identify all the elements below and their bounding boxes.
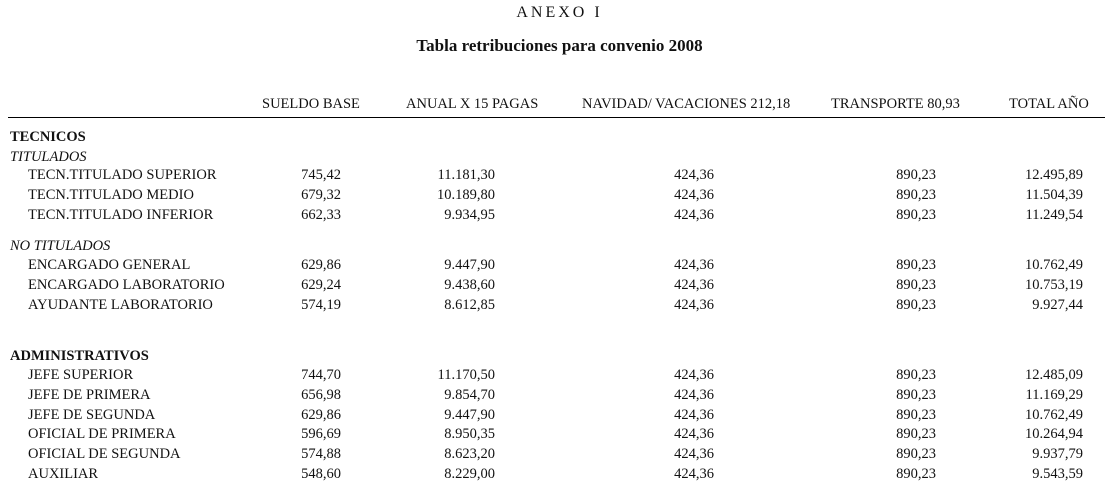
row-label: TECN.TITULADO INFERIOR	[28, 207, 214, 223]
cell-sueldo-base: 629,86	[301, 257, 341, 273]
cell-sueldo-base: 629,86	[301, 406, 341, 423]
cell-navidad: 424,36	[674, 386, 714, 403]
table-title: Tabla retribuciones para convenio 2008	[416, 36, 703, 55]
cell-navidad: 424,36	[674, 446, 714, 463]
cell-sueldo-base: 745,42	[301, 167, 341, 183]
cell-total: 10.762,49	[1025, 257, 1083, 273]
table-row	[0, 407, 1119, 427]
table-row	[0, 387, 1119, 407]
row-label: ENCARGADO LABORATORIO	[28, 277, 225, 293]
cell-navidad: 424,36	[674, 187, 714, 203]
table-row	[0, 187, 1119, 207]
cell-sueldo-base: 662,33	[301, 207, 341, 223]
row-label: JEFE SUPERIOR	[28, 367, 134, 383]
table-row	[0, 446, 1119, 466]
table-row	[0, 297, 1119, 317]
cell-total: 11.249,54	[1025, 207, 1083, 223]
row-label: JEFE DE PRIMERA	[28, 386, 151, 403]
cell-anual: 11.181,30	[437, 167, 495, 183]
table-row	[0, 367, 1119, 387]
cell-total: 12.485,09	[1025, 367, 1083, 383]
header-navidad-vacaciones: NAVIDAD/ VACACIONES 212,18	[582, 96, 791, 112]
cell-sueldo-base: 656,98	[301, 386, 341, 403]
row-label: OFICIAL DE PRIMERA	[28, 426, 176, 443]
header-anual: ANUAL X 15 PAGAS	[406, 96, 539, 112]
cell-total: 12.495,89	[1025, 167, 1083, 183]
cell-transporte: 890,23	[896, 386, 936, 403]
section-tecnicos: TECNICOS	[10, 129, 86, 145]
cell-anual: 8.950,35	[444, 426, 495, 443]
table-row	[0, 207, 1119, 227]
cell-anual: 8.623,20	[444, 446, 495, 463]
cell-navidad: 424,36	[674, 426, 714, 443]
cell-transporte: 890,23	[896, 297, 936, 313]
cell-transporte: 890,23	[896, 406, 936, 423]
cell-anual: 9.854,70	[444, 386, 495, 403]
table-row	[0, 277, 1119, 297]
cell-transporte: 890,23	[896, 257, 936, 273]
cell-sueldo-base: 574,19	[301, 297, 341, 313]
row-label: TECN.TITULADO SUPERIOR	[28, 167, 217, 183]
section-administrativos: ADMINISTRATIVOS	[10, 348, 149, 364]
cell-sueldo-base: 574,88	[301, 446, 341, 463]
cell-navidad: 424,36	[674, 367, 714, 383]
subsection-titulados: TITULADOS	[10, 149, 87, 165]
header-transporte: TRANSPORTE 80,93	[831, 96, 960, 112]
cell-sueldo-base: 596,69	[301, 426, 341, 443]
annex-heading: ANEXO I	[516, 4, 603, 21]
row-label: TECN.TITULADO MEDIO	[28, 187, 194, 203]
row-label: ENCARGADO GENERAL	[28, 257, 191, 273]
table-row	[0, 426, 1119, 446]
cell-total: 9.937,79	[1032, 446, 1083, 463]
cell-total: 10.264,94	[1025, 426, 1083, 443]
cell-anual: 9.447,90	[444, 257, 495, 273]
cell-sueldo-base: 679,32	[301, 187, 341, 203]
cell-anual: 10.189,80	[437, 187, 495, 203]
cell-transporte: 890,23	[896, 446, 936, 463]
cell-anual: 9.447,90	[444, 406, 495, 423]
cell-transporte: 890,23	[896, 187, 936, 203]
cell-anual: 9.934,95	[444, 207, 495, 223]
cell-anual: 11.170,50	[437, 367, 495, 383]
table-row	[0, 167, 1119, 187]
row-label: AYUDANTE LABORATORIO	[28, 297, 213, 313]
cell-navidad: 424,36	[674, 466, 714, 482]
table-row	[0, 257, 1119, 277]
row-label: JEFE DE SEGUNDA	[28, 406, 156, 423]
header-total-ano: TOTAL AÑO	[1009, 96, 1089, 112]
cell-sueldo-base: 744,70	[301, 367, 341, 383]
cell-anual: 9.438,60	[444, 277, 495, 293]
cell-total: 11.504,39	[1025, 187, 1083, 203]
cell-transporte: 890,23	[896, 426, 936, 443]
cell-total: 10.753,19	[1025, 277, 1083, 293]
cell-transporte: 890,23	[896, 466, 936, 482]
cell-navidad: 424,36	[674, 257, 714, 273]
cell-transporte: 890,23	[896, 367, 936, 383]
cell-anual: 8.229,00	[444, 466, 495, 482]
cell-total: 11.169,29	[1025, 386, 1083, 403]
cell-anual: 8.612,85	[444, 297, 495, 313]
cell-navidad: 424,36	[674, 406, 714, 423]
header-sueldo-base: SUELDO BASE	[262, 96, 360, 112]
cell-navidad: 424,36	[674, 167, 714, 183]
cell-total: 9.927,44	[1032, 297, 1083, 313]
table-row	[0, 466, 1119, 486]
cell-total: 10.762,49	[1025, 406, 1083, 423]
subsection-no-titulados: NO TITULADOS	[10, 238, 111, 254]
cell-sueldo-base: 629,24	[301, 277, 341, 293]
cell-navidad: 424,36	[674, 297, 714, 313]
cell-transporte: 890,23	[896, 277, 936, 293]
row-label: AUXILIAR	[28, 466, 99, 482]
cell-sueldo-base: 548,60	[301, 466, 341, 482]
cell-transporte: 890,23	[896, 207, 936, 223]
row-label: OFICIAL DE SEGUNDA	[28, 446, 181, 463]
cell-total: 9.543,59	[1032, 466, 1083, 482]
cell-navidad: 424,36	[674, 207, 714, 223]
cell-transporte: 890,23	[896, 167, 936, 183]
header-rule	[8, 117, 1105, 118]
cell-navidad: 424,36	[674, 277, 714, 293]
